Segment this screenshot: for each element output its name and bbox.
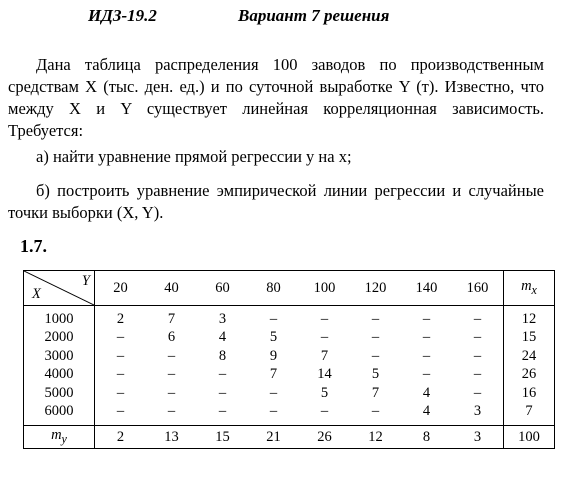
column-total-my: 8 [401,426,452,449]
table-corner-cell [24,271,95,306]
table-cell: – [320,310,329,327]
table-cell: – [116,384,125,401]
problem-number: 1.7. [20,236,47,256]
column-header-y-40: 40 [146,271,197,306]
row-header-x: 2000 [24,329,95,348]
table-cell: 7 [269,366,278,383]
table-cell: 5 [269,329,278,346]
table-cell: – [116,347,125,364]
my-subscript: y [61,431,67,446]
table-cell: – [167,403,176,420]
table-cell: – [167,366,176,383]
table-cell: – [473,347,482,364]
table-cell: 7 [320,347,329,364]
column-header-y-80: 80 [248,271,299,306]
table-cell: 6 [167,329,176,346]
table-cell: – [269,403,278,420]
table-cell: – [116,366,125,383]
column-total-my: 12 [350,426,401,449]
table-cell: – [473,310,482,327]
row-header-my [24,426,95,449]
column-total-my: 15 [197,426,248,449]
table-header-row [24,271,555,306]
row-total-mx: 24 [504,347,555,366]
table-cell: – [473,366,482,383]
table-cell: – [116,403,125,420]
table-cell: – [422,310,431,327]
table-cell: – [116,329,125,346]
row-header-x: 6000 [24,403,95,426]
column-header-y-120: 120 [350,271,401,306]
row-total-mx: 15 [504,329,555,348]
table-cell: 7 [371,384,380,401]
table-cell: 9 [269,347,278,364]
row-header-x: 4000 [24,366,95,385]
table-cell: 3 [218,310,227,327]
table-cell: – [371,329,380,346]
column-total-my: 2 [95,426,147,449]
table-cell: – [371,310,380,327]
row-total-mx: 7 [504,403,555,426]
table-cell: – [218,403,227,420]
table-cell: 8 [218,347,227,364]
corner-x-label: X [32,286,41,302]
table-cell: – [218,384,227,401]
table-cell: 4 [422,403,431,420]
table-cell: 3 [473,403,482,420]
table-cell: 14 [317,366,332,383]
task-a-text: а) найти уравнение прямой регрессии y на x; [36,147,352,166]
mx-symbol: m [521,278,532,295]
table-sum-row [24,426,555,449]
column-header-y-20: 20 [95,271,147,306]
problem-statement [8,54,544,142]
row-total-mx: 26 [504,366,555,385]
table-cell: – [218,366,227,383]
column-total-my: 3 [452,426,504,449]
variant-title: Вариант 7 решения [238,6,390,25]
table-cell: 4 [218,329,227,346]
table-cell: 2 [116,310,125,327]
column-header-y-60: 60 [197,271,248,306]
table-cell: 7 [167,310,176,327]
table-row [24,306,555,329]
column-total-my: 26 [299,426,350,449]
problem-statement-text: Дана таблица распределения 100 заводов по производственным средствам X (тыс. ден. ед.) и по суточной выработке Y (т). Известно, что между X и Y существует линейная корреляционная зависимость. Требуется: [8,55,544,140]
table-cell: 5 [371,366,380,383]
table-row [24,403,555,426]
table-cell: – [320,403,329,420]
column-total-my: 13 [146,426,197,449]
column-total-my: 21 [248,426,299,449]
document-code: ИДЗ-19.2 [88,6,157,25]
table-cell: – [371,403,380,420]
column-header-y-100: 100 [299,271,350,306]
table-row [24,366,555,385]
table-cell: – [167,384,176,401]
column-header-y-140: 140 [401,271,452,306]
table-cell: – [371,347,380,364]
table-cell: – [422,347,431,364]
column-header-y-160: 160 [452,271,504,306]
table-cell: 5 [320,384,329,401]
row-header-x: 1000 [24,306,95,329]
table-cell: – [422,329,431,346]
table-row [24,384,555,403]
column-header-mx [504,271,555,306]
table-row [24,329,555,348]
table-cell: – [473,384,482,401]
corner-y-label: Y [81,273,90,289]
table-cell: – [473,329,482,346]
row-total-mx: 12 [504,306,555,329]
table-cell: – [167,347,176,364]
table-cell: 4 [422,384,431,401]
table-row [24,347,555,366]
my-symbol: m [51,427,62,444]
table-cell: – [269,310,278,327]
row-header-x: 3000 [24,347,95,366]
task-a [8,146,544,168]
row-total-mx: 16 [504,384,555,403]
table-cell: – [422,366,431,383]
row-header-x: 5000 [24,384,95,403]
grand-total: 100 [504,426,555,449]
correlation-table [23,270,555,449]
table-cell: – [320,329,329,346]
mx-subscript: x [531,282,537,297]
table-cell: – [269,384,278,401]
task-b-text: б) построить уравнение эмпирической линии регрессии и случайные точки выборки (X, Y). [8,181,544,222]
task-b [8,180,544,224]
